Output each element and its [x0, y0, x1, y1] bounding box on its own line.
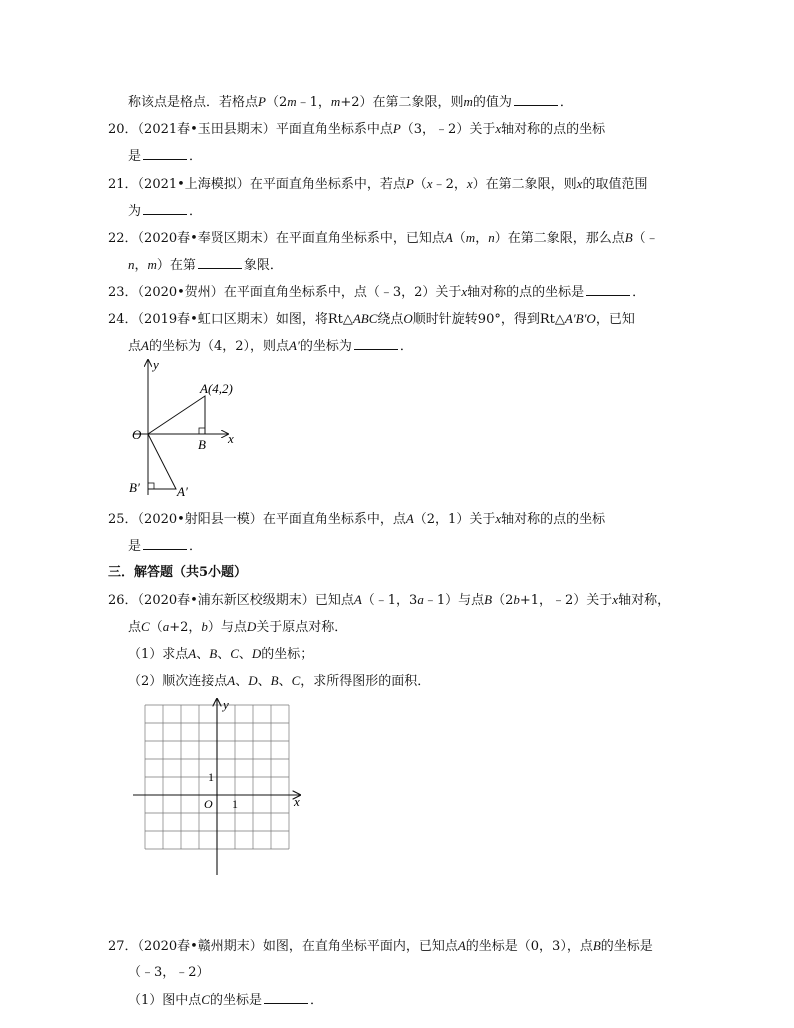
- var: m: [463, 94, 473, 109]
- text: （1）图中点: [128, 993, 202, 1008]
- var: D: [251, 646, 262, 661]
- var: B: [624, 230, 633, 245]
- text: 轴对称的点的坐标是: [467, 285, 585, 300]
- text: 、: [196, 647, 210, 662]
- var: A: [227, 673, 236, 688]
- problem-25-line2: [128, 537, 202, 556]
- var: D: [248, 673, 258, 688]
- problem-22-line2: [128, 256, 283, 275]
- problem-number: 22．: [108, 231, 138, 246]
- text: 、: [217, 647, 231, 662]
- source-tag: （2019春•虹口区期末）: [137, 312, 276, 327]
- text: 的坐标为（4，2），则点: [148, 339, 290, 354]
- var: C: [201, 992, 210, 1007]
- problem-19-continuation: [128, 93, 573, 112]
- text: 、: [257, 674, 271, 689]
- text: 在平面直角坐标系中，点: [262, 512, 406, 527]
- text: ．: [309, 993, 323, 1008]
- point-b-label: B: [198, 437, 206, 452]
- text: ．: [559, 95, 573, 110]
- var: n: [488, 230, 495, 245]
- source-tag: （2021•上海模拟）: [137, 177, 250, 192]
- text: 是: [128, 149, 142, 164]
- text: 已知点: [314, 593, 354, 608]
- text: 象限．: [243, 258, 283, 273]
- text: 在平面直角坐标系中，点（﹣3，2）关于: [223, 285, 462, 300]
- answer-blank[interactable]: [264, 991, 308, 1004]
- source-tag: （2020•射阳县一模）: [137, 512, 263, 527]
- source-tag: （2020春•赣州期末）: [137, 939, 263, 954]
- text: ）在第: [156, 258, 196, 273]
- var: A: [353, 592, 362, 607]
- text: 在平面直角坐标系中，已知点: [275, 231, 445, 246]
- var: x: [461, 284, 468, 299]
- origin-label: O: [132, 427, 142, 442]
- text: （: [413, 177, 427, 192]
- text: 点: [128, 620, 142, 635]
- text: 的值为: [472, 95, 512, 110]
- var: P: [405, 176, 414, 191]
- var: x: [612, 592, 619, 607]
- figure-problem-24: [120, 355, 250, 500]
- answer-blank[interactable]: [198, 256, 242, 269]
- problem-24-line2: [128, 337, 413, 356]
- triangle-apbpo: [148, 434, 176, 489]
- text: 轴对称，: [618, 593, 671, 608]
- text: ．: [189, 204, 203, 219]
- text: （2）顺次连接点: [128, 674, 228, 689]
- text: 的坐标；: [261, 647, 314, 662]
- var: P: [258, 94, 266, 109]
- text: 点: [128, 339, 142, 354]
- text: +2，: [169, 620, 202, 635]
- source-tag: （2020春•浦东新区校级期末）: [137, 593, 315, 608]
- text: （: [452, 231, 466, 246]
- var: C: [291, 673, 301, 688]
- text: 绕点: [377, 312, 404, 327]
- problem-27-question-1: [128, 991, 323, 1010]
- var: B: [270, 673, 279, 688]
- var: C: [230, 646, 239, 661]
- var: m: [147, 257, 157, 272]
- right-angle-mark-b: [199, 428, 205, 434]
- text: 轴对称的点的坐标: [501, 512, 606, 527]
- problem-21: [108, 175, 647, 194]
- answer-blank[interactable]: [143, 537, 187, 550]
- text: 称该点是格点．若格点: [128, 95, 259, 110]
- text: 的坐标是（0，3），点: [465, 939, 593, 954]
- text: （1）求点: [128, 647, 189, 662]
- text: （: [149, 620, 163, 635]
- problem-21-line2: [128, 202, 202, 221]
- var: b: [513, 592, 520, 607]
- text: 、: [278, 674, 292, 689]
- problem-20-line2: [128, 147, 202, 166]
- text: 如图，将Rt△: [275, 312, 353, 327]
- text: ，: [134, 258, 148, 273]
- text: （2: [265, 95, 288, 110]
- text: 顺时针旋转90°，得到Rt△: [412, 312, 565, 327]
- var: x: [495, 511, 502, 526]
- problem-25: [108, 510, 605, 529]
- text: ．: [399, 339, 413, 354]
- text: 为: [128, 204, 142, 219]
- problem-number: 20．: [108, 122, 138, 137]
- text: 的坐标为: [299, 339, 352, 354]
- problem-26-question-1: [128, 645, 313, 664]
- text: 、: [235, 674, 249, 689]
- text: ，求所得图形的面积．: [300, 674, 431, 689]
- var: A: [141, 338, 149, 353]
- var: P: [392, 121, 401, 136]
- problem-27: [108, 937, 653, 956]
- var: ABC: [352, 311, 378, 326]
- text: 的坐标是: [209, 993, 262, 1008]
- problem-24: [108, 310, 635, 329]
- figure-problem-26-grid: [128, 695, 313, 880]
- problem-26-question-2: [128, 672, 430, 691]
- triangle-abo: [148, 396, 205, 434]
- unit-x-label: 1: [232, 797, 238, 811]
- text: ）在第二象限，则: [472, 177, 577, 192]
- source-tag: （2020春•奉贤区期末）: [137, 231, 276, 246]
- text: 是: [128, 539, 142, 554]
- right-angle-mark-bp: [148, 483, 154, 489]
- var: x: [426, 176, 433, 191]
- var: m: [287, 94, 297, 109]
- var: O: [403, 311, 413, 326]
- problem-26-line2: [128, 618, 347, 637]
- var: m: [465, 230, 476, 245]
- unit-y-label: 1: [208, 770, 214, 784]
- text: 、: [238, 647, 252, 662]
- text: 在平面直角坐标系中，若点: [249, 177, 406, 192]
- var: A′B′O: [564, 311, 596, 326]
- text: ．: [189, 539, 203, 554]
- text: 关于原点对称．: [256, 620, 348, 635]
- var: A′: [289, 338, 300, 353]
- text: 的取值范围: [582, 177, 648, 192]
- var: A: [188, 646, 197, 661]
- text: ）在第二象限，那么点: [494, 231, 625, 246]
- text: +1，﹣2）关于: [519, 593, 613, 608]
- text: 的坐标是: [600, 939, 653, 954]
- text: +2）在第二象限，则: [340, 95, 464, 110]
- text: 平面直角坐标系中点: [275, 122, 393, 137]
- text: （3，﹣2）关于: [400, 122, 496, 137]
- answer-blank[interactable]: [143, 147, 187, 160]
- text: ，已知: [595, 312, 635, 327]
- text: ﹣1）与点: [423, 593, 485, 608]
- y-axis-label: y: [153, 357, 159, 372]
- var: D: [246, 619, 257, 634]
- var: n: [128, 257, 135, 272]
- text: ，: [475, 231, 489, 246]
- var: a: [162, 619, 170, 634]
- problem-20: [108, 120, 605, 139]
- text: ﹣2，: [432, 177, 467, 192]
- origin-label: O: [204, 797, 213, 811]
- answer-blank[interactable]: [586, 283, 630, 296]
- problem-22: [108, 229, 659, 248]
- answer-blank[interactable]: [354, 337, 398, 350]
- x-axis-label: x: [228, 431, 234, 446]
- text: （2，1）关于: [413, 512, 496, 527]
- source-tag: （2021春•玉田县期末）: [137, 122, 276, 137]
- problem-number: 27．: [108, 939, 138, 954]
- text: 如图，在直角坐标平面内，已知点: [262, 939, 458, 954]
- problem-27-line2: （﹣3，﹣2）: [128, 965, 210, 980]
- var: C: [141, 619, 150, 634]
- var: A: [405, 511, 414, 526]
- problem-number: 23．: [108, 285, 138, 300]
- point-ap-label: A′: [177, 484, 188, 499]
- x-axis-label: x: [294, 794, 300, 809]
- var: m: [330, 94, 341, 109]
- var: A: [457, 938, 466, 953]
- var: A: [444, 230, 453, 245]
- var: x: [466, 176, 473, 191]
- var: B: [209, 646, 218, 661]
- problem-number: 26．: [108, 593, 138, 608]
- var: a: [417, 592, 424, 607]
- text: ）与点: [207, 620, 247, 635]
- text: （2: [492, 593, 514, 608]
- point-a-label: A(4,2): [200, 381, 233, 396]
- var: x: [576, 176, 583, 191]
- var: B: [592, 938, 601, 953]
- var: B: [484, 592, 493, 607]
- source-tag: （2020•贺州）: [137, 285, 224, 300]
- text: （﹣: [632, 231, 659, 246]
- problem-number: 21．: [108, 177, 138, 192]
- text: ．: [632, 285, 646, 300]
- var: b: [201, 619, 208, 634]
- point-bp-label: B′: [129, 480, 140, 495]
- problem-23: [108, 283, 645, 302]
- section-heading: 三．解答题（共5小题）: [108, 565, 248, 580]
- problem-number: 25．: [108, 512, 138, 527]
- answer-blank[interactable]: [143, 202, 187, 215]
- problem-26: [108, 591, 670, 610]
- text: （﹣1，3: [361, 593, 418, 608]
- text: 轴对称的点的坐标: [501, 122, 606, 137]
- text: ﹣1，: [296, 95, 331, 110]
- problem-number: 24．: [108, 312, 138, 327]
- text: ．: [189, 149, 203, 164]
- y-axis-label: y: [223, 697, 229, 712]
- var: x: [495, 121, 502, 136]
- answer-blank[interactable]: [514, 93, 558, 106]
